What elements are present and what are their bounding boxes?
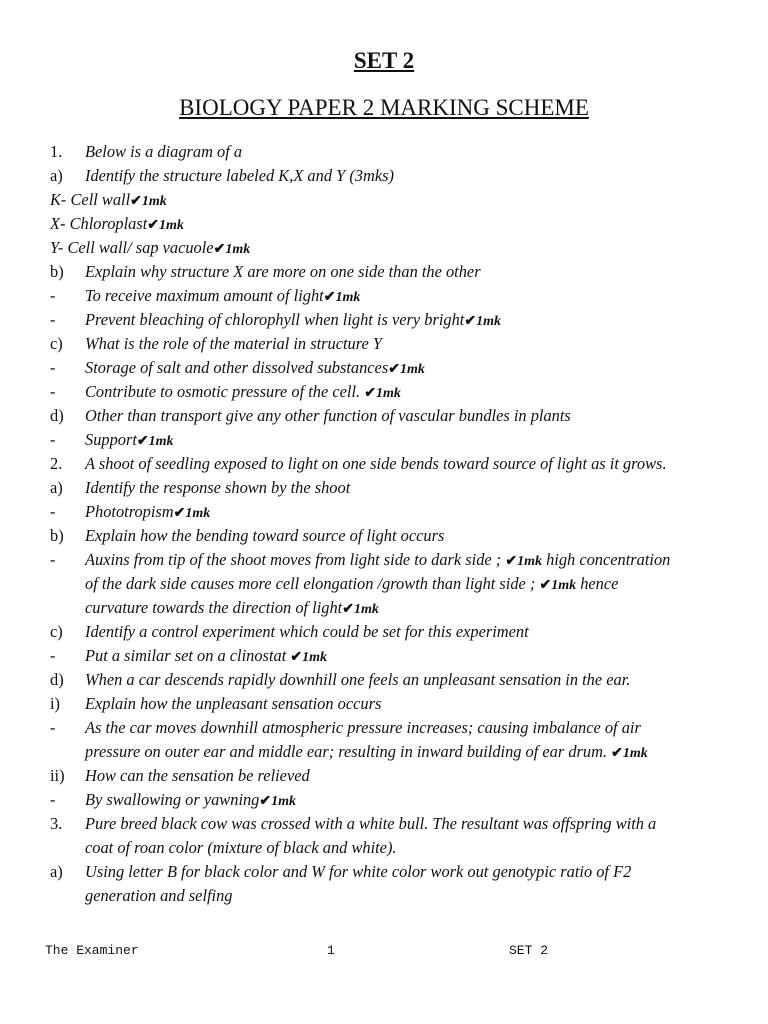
item-text-wrap: [85, 260, 481, 284]
item-label: c): [50, 334, 63, 353]
item-text: Explain how the bending toward source of light occurs: [85, 526, 445, 545]
item-label: i): [50, 694, 61, 713]
checkmark-icon: ✔: [342, 602, 354, 617]
item-text-continued: high concentration: [541, 550, 671, 569]
checkmark-icon: ✔: [173, 506, 186, 521]
item-text-wrap: [85, 404, 571, 428]
item-text-wrap: [85, 812, 656, 836]
item-text-wrap: [85, 788, 296, 814]
text-line: [50, 716, 750, 740]
text-line: [50, 692, 750, 716]
mark-award: [364, 386, 401, 401]
item-text-wrap: [85, 524, 444, 548]
item-text: By swallowing or yawning: [85, 790, 260, 809]
mark-label: 1mk: [185, 506, 211, 521]
item-label: b): [50, 262, 64, 281]
mark-label: 1mk: [551, 578, 577, 593]
text-line: [50, 332, 750, 356]
item-label: -: [50, 310, 56, 329]
item-label: -: [50, 358, 56, 377]
item-text: Below is a diagram of a: [85, 142, 243, 161]
text-line: [50, 644, 750, 668]
item-label: a): [50, 862, 63, 881]
checkmark-icon: ✔: [364, 386, 376, 401]
item-label: -: [50, 550, 56, 569]
item-label: a): [50, 166, 63, 185]
item-text: Other than transport give any other function of vascular bundles in plants: [85, 406, 571, 425]
checkmark-icon: ✔: [259, 794, 272, 809]
item-label: 2.: [50, 454, 63, 473]
checkmark-icon: ✔: [136, 434, 149, 449]
mark-award: [130, 194, 167, 209]
item-text-wrap: [50, 212, 184, 238]
text-line: [50, 764, 750, 788]
item-label: -: [50, 382, 56, 401]
mark-label: 1mk: [375, 386, 401, 401]
mark-label: 1mk: [399, 362, 425, 377]
item-text: Prevent bleaching of chlorophyll when light is very bright: [85, 310, 465, 329]
text-line: [50, 404, 750, 428]
footer-set: SET 2: [509, 943, 549, 958]
text-line: [50, 620, 750, 644]
mark-award: [388, 362, 425, 377]
mark-award: [505, 554, 542, 569]
mark-label: 1mk: [148, 434, 174, 449]
item-text-wrap: [85, 740, 648, 766]
item-text-wrap: [85, 452, 667, 476]
text-line: [50, 884, 750, 908]
item-text: Auxins from tip of the shoot moves from light side to dark side ;: [85, 550, 506, 569]
text-line: [50, 356, 750, 380]
item-text-wrap: [85, 476, 350, 500]
item-text-wrap: [50, 236, 250, 262]
item-text: Contribute to osmotic pressure of the cell.: [85, 382, 365, 401]
item-text: What is the role of the material in structure Y: [85, 334, 382, 353]
text-line: [50, 836, 750, 860]
item-label: b): [50, 526, 64, 545]
item-text: To receive maximum amount of light: [85, 286, 324, 305]
mark-label: 1mk: [335, 290, 361, 305]
text-line: [50, 548, 750, 572]
item-text-wrap: [85, 668, 630, 692]
text-line: [50, 476, 750, 500]
item-text-wrap: [85, 620, 529, 644]
page-title: BIOLOGY PAPER 2 MARKING SCHEME: [179, 95, 589, 120]
checkmark-icon: ✔: [290, 650, 303, 665]
item-text-wrap: [85, 716, 641, 740]
item-text: Using letter B for black color and W for white color work out genotypic ratio of F2: [85, 862, 632, 881]
text-line: [50, 380, 750, 404]
item-text: When a car descends rapidly downhill one feels an unpleasant sensation in the ear.: [85, 670, 631, 689]
mark-award: [137, 434, 174, 449]
text-line: [50, 260, 750, 284]
item-text: Identify a control experiment which could be set for this experiment: [85, 622, 529, 641]
item-text: of the dark side causes more cell elongation /growth than light side ;: [85, 574, 540, 593]
item-text-wrap: [85, 572, 618, 598]
item-label: 3.: [50, 814, 63, 833]
item-text: As the car moves downhill atmospheric pressure increases; causing imbalance of air: [85, 718, 641, 737]
text-line: [50, 572, 750, 596]
item-text: curvature towards the direction of light: [85, 598, 343, 617]
item-label: 1.: [50, 142, 63, 161]
text-line: [50, 524, 750, 548]
item-text-wrap: [85, 836, 397, 860]
item-label: -: [50, 430, 56, 449]
item-text: Put a similar set on a clinostat: [85, 646, 291, 665]
checkmark-icon: ✔: [611, 746, 623, 761]
mark-award: [147, 218, 184, 233]
mark-label: 1mk: [141, 194, 167, 209]
item-text: Phototropism: [85, 502, 174, 521]
item-text-wrap: [85, 380, 401, 406]
mark-award: [324, 290, 361, 305]
item-label: ii): [50, 766, 65, 785]
item-text: generation and selfing: [85, 886, 233, 905]
item-text-wrap: [85, 764, 310, 788]
text-line: [50, 164, 750, 188]
item-label: -: [50, 718, 56, 737]
item-text: K- Cell wall: [50, 190, 131, 209]
checkmark-icon: ✔: [505, 554, 518, 569]
item-label: -: [50, 502, 56, 521]
mark-label: 1mk: [302, 650, 327, 665]
checkmark-icon: ✔: [323, 290, 336, 305]
text-line: [50, 596, 750, 620]
item-text-wrap: [85, 860, 631, 884]
mark-label: 1mk: [159, 218, 184, 233]
item-label: -: [50, 286, 56, 305]
mark-label: 1mk: [517, 554, 542, 569]
mark-award: [464, 314, 501, 329]
item-text-wrap: [85, 356, 425, 382]
item-text: Explain why structure X are more on one side than the other: [85, 262, 481, 281]
item-text: A shoot of seedling exposed to light on one side bends toward source of light as it grows.: [85, 454, 667, 473]
text-line: [50, 284, 750, 308]
item-text: pressure on outer ear and middle ear; resulting in inward building of ear drum.: [85, 742, 612, 761]
item-label: -: [50, 790, 56, 809]
item-text: X- Chloroplast: [50, 214, 148, 233]
text-line: [50, 860, 750, 884]
item-label: d): [50, 406, 64, 425]
item-text-wrap: [85, 428, 174, 454]
item-text: Identify the structure labeled K,X and Y (3mks): [85, 166, 394, 185]
item-label: a): [50, 478, 63, 497]
text-line: [50, 668, 750, 692]
footer-page-number: 1: [327, 943, 335, 958]
mark-label: 1mk: [622, 746, 648, 761]
item-text-wrap: [85, 140, 242, 164]
item-text-wrap: [85, 500, 210, 526]
item-text: Identify the response shown by the shoot: [85, 478, 351, 497]
text-line: [50, 740, 750, 764]
mark-award: [539, 578, 576, 593]
item-text: Y- Cell wall/ sap vacuole: [50, 238, 214, 257]
checkmark-icon: ✔: [539, 578, 552, 593]
item-text-wrap: [85, 308, 501, 334]
mark-award: [290, 650, 327, 665]
checkmark-icon: ✔: [147, 218, 160, 233]
text-line: [50, 236, 750, 260]
item-text-wrap: [85, 548, 670, 574]
text-line: [50, 140, 750, 164]
item-text: Support: [85, 430, 137, 449]
mark-award: [611, 746, 648, 761]
text-line: [50, 428, 750, 452]
item-text: coat of roan color (mixture of black and white).: [85, 838, 397, 857]
item-text: Storage of salt and other dissolved substances: [85, 358, 389, 377]
item-text-continued: hence: [576, 574, 619, 593]
text-line: [50, 788, 750, 812]
text-line: [50, 452, 750, 476]
item-label: c): [50, 622, 63, 641]
item-label: d): [50, 670, 64, 689]
item-text: Pure breed black cow was crossed with a white bull. The resultant was offspring with a: [85, 814, 657, 833]
mark-award: [259, 794, 296, 809]
marking-scheme-body: [50, 140, 750, 908]
item-text-wrap: [85, 596, 379, 622]
mark-label: 1mk: [225, 242, 251, 257]
item-text-wrap: [85, 884, 233, 908]
text-line: [50, 812, 750, 836]
text-line: [50, 308, 750, 332]
mark-label: 1mk: [353, 602, 379, 617]
mark-award: [174, 506, 211, 521]
item-text-wrap: [85, 644, 327, 670]
item-text-wrap: [85, 692, 381, 716]
checkmark-icon: ✔: [213, 242, 226, 257]
text-line: [50, 500, 750, 524]
mark-label: 1mk: [476, 314, 501, 329]
item-label: -: [50, 646, 56, 665]
footer-examiner: The Examiner: [45, 943, 139, 958]
checkmark-icon: ✔: [130, 194, 142, 209]
mark-label: 1mk: [271, 794, 297, 809]
item-text: Explain how the unpleasant sensation occurs: [85, 694, 382, 713]
text-line: [50, 212, 750, 236]
set-title: SET 2: [353, 48, 415, 73]
checkmark-icon: ✔: [388, 362, 400, 377]
item-text-wrap: [85, 284, 360, 310]
text-line: [50, 188, 750, 212]
checkmark-icon: ✔: [464, 314, 477, 329]
item-text-wrap: [85, 164, 394, 188]
item-text: How can the sensation be relieved: [85, 766, 310, 785]
item-text-wrap: [85, 332, 382, 356]
mark-award: [214, 242, 251, 257]
item-text-wrap: [50, 188, 167, 214]
mark-award: [342, 602, 379, 617]
